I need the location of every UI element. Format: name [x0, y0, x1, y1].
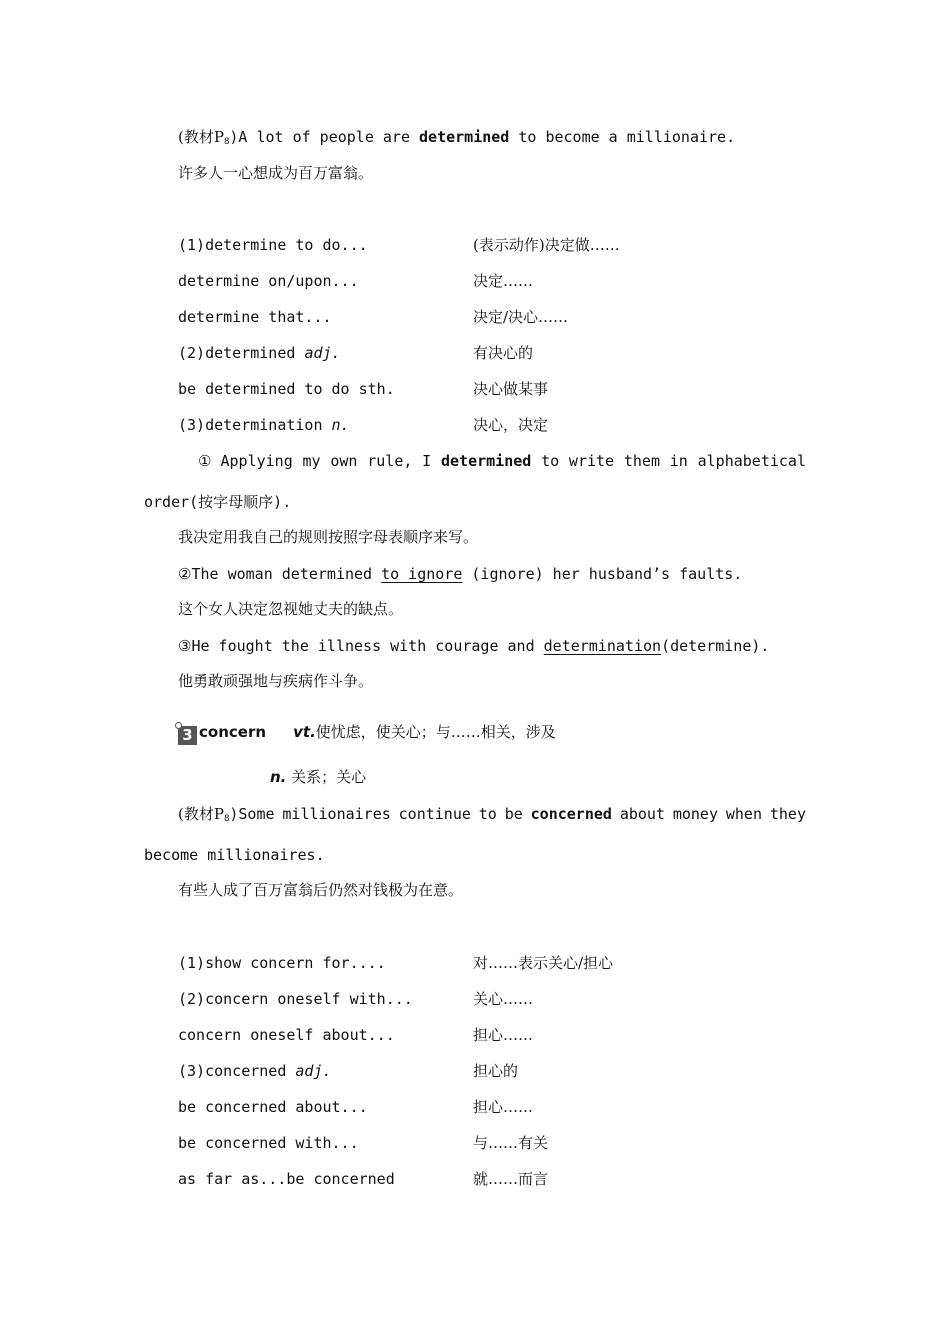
answer-blank: determination — [543, 637, 662, 655]
vocab-row-cn: 决定…… — [473, 272, 534, 290]
vocab-row-cn: 决心，决定 — [473, 416, 549, 434]
vocab-row-cn: 担心…… — [473, 1098, 534, 1116]
vocab-row-en: determine that... — [178, 308, 332, 326]
entry-noun-def: n. 关系；关心 — [270, 768, 367, 786]
vocab-row-cn: 与……有关 — [473, 1134, 549, 1152]
vocab-row-en: concern oneself about... — [178, 1026, 395, 1044]
exercise-1-translation: 我决定用我自己的规则按照字母表顺序来写。 — [178, 528, 479, 546]
vocab-row-cn: 对……表示关心/担心 — [473, 954, 614, 972]
vocab-row-cn: 就……而言 — [473, 1170, 549, 1188]
answer-blank: to ignore — [381, 565, 463, 583]
vocab-row-en: (3)concerned adj. — [178, 1062, 332, 1080]
entry-number-badge: 3 — [178, 726, 197, 745]
vocab-row-en: be concerned with... — [178, 1134, 359, 1152]
vocab-row-en: be determined to do sth. — [178, 380, 395, 398]
vocab-row-en: (1)show concern for.... — [178, 954, 386, 972]
exercise-3: ③He fought the illness with courage and determination(determine). — [178, 637, 770, 655]
vocab-row-en: be concerned about... — [178, 1098, 368, 1116]
entry-heading-concern: 3 concern vt.使忧虑，使关心；与……相关，涉及 — [178, 722, 556, 745]
vocab-row-en: (2)concern oneself with... — [178, 990, 413, 1008]
exercise-1: ① Applying my own rule, I determined to write them in alphabetical — [198, 452, 806, 470]
example-translation-2: 有些人成了百万富翁后仍然对钱极为在意。 — [178, 881, 464, 899]
vocab-row-en: as far as...be concerned — [178, 1170, 395, 1188]
vocab-row-cn: (表示动作)决定做…… — [473, 236, 620, 254]
vocab-row-cn: 担心…… — [473, 1026, 534, 1044]
vocab-row-cn: 关心…… — [473, 990, 534, 1008]
exercise-2-translation: 这个女人决定忽视她丈夫的缺点。 — [178, 600, 404, 618]
vocab-row-en: determine on/upon... — [178, 272, 359, 290]
vocab-row-en: (1)determine to do... — [178, 236, 368, 254]
exercise-1-continued: order(按字母顺序). — [144, 493, 292, 511]
vocab-row-cn: 决心做某事 — [473, 380, 549, 398]
example-sentence-1: (教材$P_8)A$ lot of people are determined to become a millionaire. — [178, 128, 736, 147]
example-translation-1: 许多人一心想成为百万富翁。 — [178, 164, 374, 182]
exercise-2: ②The woman determined to ignore (ignore) her husband’s faults. — [178, 565, 743, 583]
vocab-row-en: (2)determined adj. — [178, 344, 341, 362]
vocab-row-en: (3)determination n. — [178, 416, 350, 434]
example-sentence-2-continued: become millionaires. — [144, 846, 325, 864]
vocab-row-cn: 担心的 — [473, 1062, 519, 1080]
example-sentence-2: (教材$P_8)Some$ millionaires continue to be concerned about money when they — [178, 805, 806, 824]
exercise-3-translation: 他勇敢顽强地与疾病作斗争。 — [178, 672, 374, 690]
vocab-row-cn: 决定/决心…… — [473, 308, 569, 326]
vocab-row-cn: 有决心的 — [473, 344, 534, 362]
